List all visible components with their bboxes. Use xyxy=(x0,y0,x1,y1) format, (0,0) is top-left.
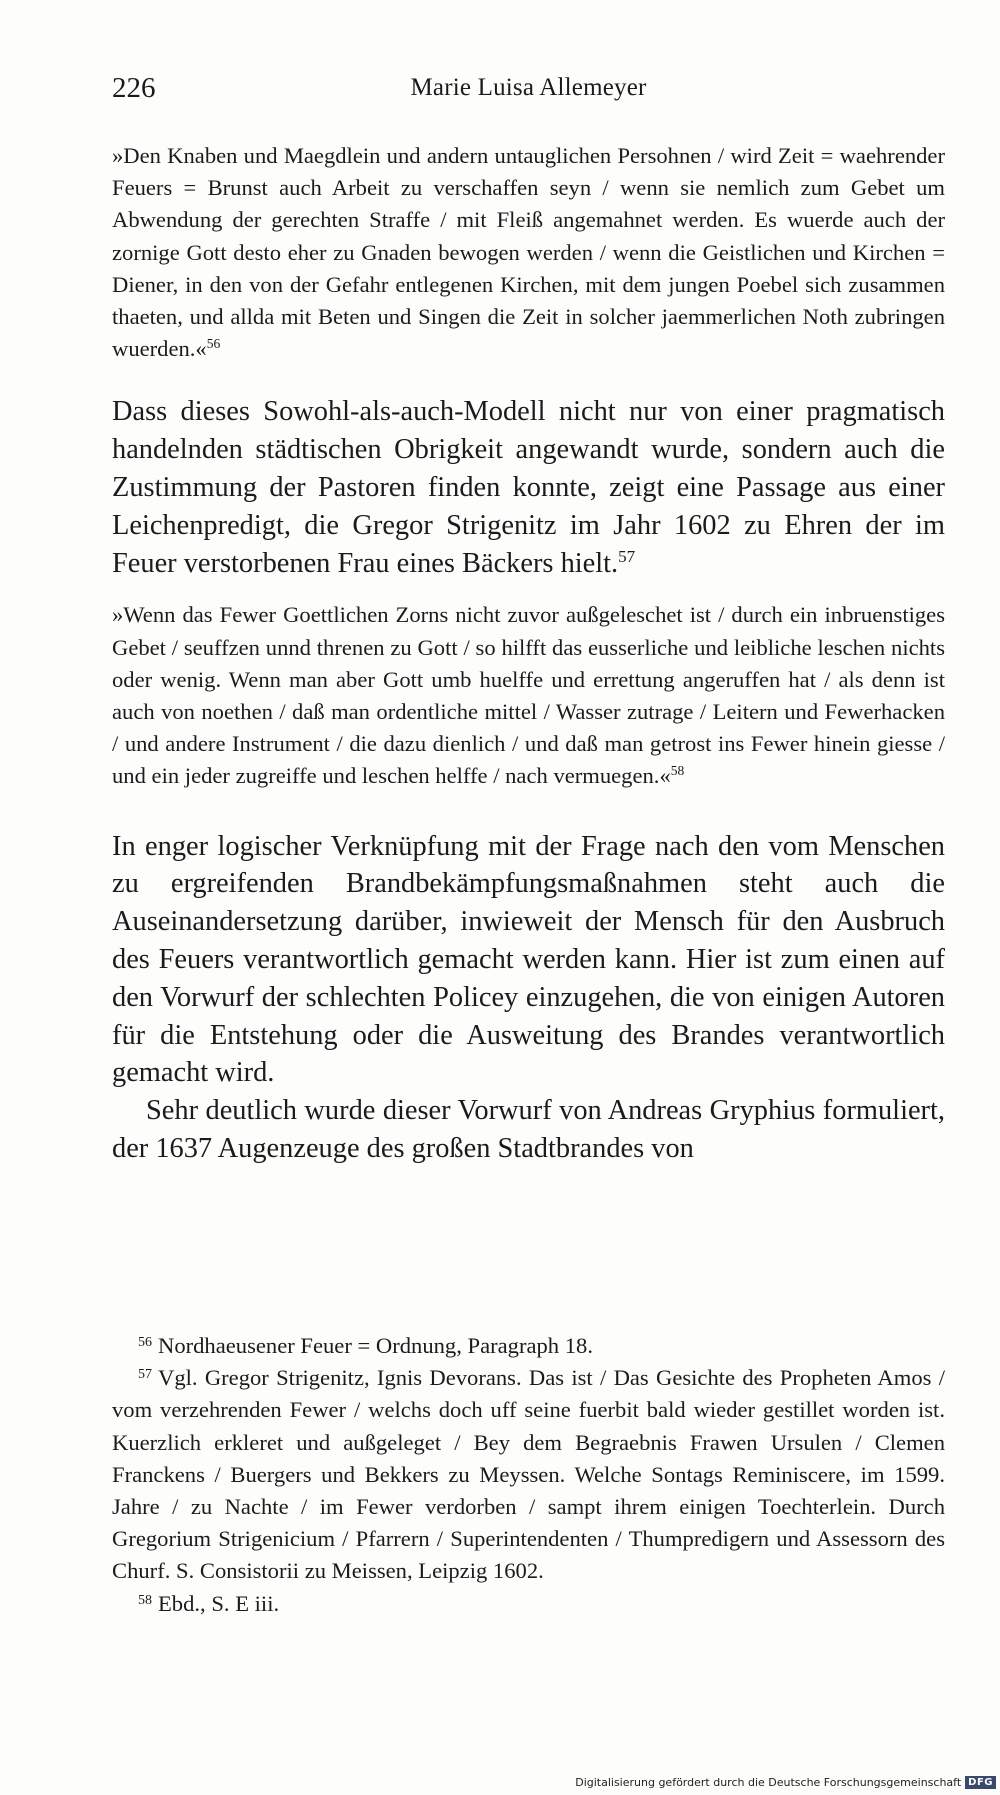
footnote-number: 57 xyxy=(138,1367,152,1383)
footnotes xyxy=(112,1330,945,1620)
block-quote-1 xyxy=(112,140,945,365)
footnote-text: Vgl. Gregor Strigenitz, Ignis Devorans. Das ist / Das Gesichte des Propheten Amos / vom verzehrenden Fewer / welchs doch uff seine fuerbit bald wieder gestillet worden ist. Kuerzlich erkleret und außgeleget / Bey dem Begraebnis Frawen Ursulen / Clemen Franckens / Buergers und Bekkers zu Meyssen. Welche Sontags Reminiscere, im 1599. Jahre / zu Nachte / im Fewer verdorben / sampt ihrem einigen Toechterlein. Durch Gregorium Strigenicium / Pfarrern / Superintendenten / Thumpredigern und Assessorn des Churf. S. Consistorii zu Meissen, Leipzig 1602. xyxy=(112,1365,945,1584)
page-header xyxy=(112,72,945,112)
footnote-number: 58 xyxy=(138,1592,152,1608)
running-head: Marie Luisa Allemeyer xyxy=(410,74,647,101)
block-quote-2 xyxy=(112,599,945,792)
paragraph-2: In enger logischer Verknüpfung mit der Frage nach den vom Menschen zu ergreifenden Brandbekämpfungsmaßnahmen steht auch die Auseinandersetzung darüber, inwieweit der Mensch für den Ausbruch des Feuers verantwortlich gemacht werden kann. Hier ist zum einen auf den Vorwurf der schlechten Policey einzugehen, die von einigen Autoren für die Entstehung oder die Ausweitung des Brandes verantwortlich gemacht wird. xyxy=(112,830,945,1089)
footnote-57 xyxy=(112,1362,945,1587)
footnote-ref-56[interactable]: 56 xyxy=(206,336,221,352)
digitization-credit xyxy=(575,1773,996,1791)
footnote-text: Ebd., S. E iii. xyxy=(158,1590,280,1616)
footnote-text: Nordhaeusener Feuer = Ordnung, Paragraph 18. xyxy=(158,1333,593,1358)
paragraph-3: Sehr deutlich wurde dieser Vorwurf von Andreas Gryphius formuliert, der 1637 Augenzeuge des großen Stadtbrandes von xyxy=(112,1095,945,1164)
footnote-number: 56 xyxy=(138,1335,152,1350)
dfg-logo: DFG xyxy=(965,1776,996,1789)
paragraph-1 xyxy=(112,393,945,582)
footnote-ref-57[interactable]: 57 xyxy=(618,546,636,566)
block-quote-2-text: »Wenn das Fewer Goettlichen Zorns nicht zuvor außgeleschet ist / durch ein inbruenstiges Gebet / seuffzen unnd threnen zu Gott / so hilfft das eusserliche und leibliche leschen nichts oder wenig. Wenn man aber Gott umb huelffe und errettung angeruffen hat / als denn ist auch von noethen / daß man ordentliche mittel / Wasser zutrage / Leitern und Fewerhacken / und andere Instrument / die dazu dienlich / und daß man getrost ins Fewer hinein giesse / und ein jeder zugreiffe und leschen helffe / nach vermuegen.« xyxy=(112,602,945,789)
footnote-56 xyxy=(112,1330,945,1362)
main-text xyxy=(112,140,945,1168)
credit-text: Digitalisierung gefördert durch die Deutsche Forschungsgemeinschaft xyxy=(575,1775,962,1789)
page-number: 226 xyxy=(112,72,156,104)
footnote-ref-58[interactable]: 58 xyxy=(670,763,685,779)
block-quote-1-text: »Den Knaben und Maegdlein und andern untauglichen Persohnen / wird Zeit = waehrender Feuers = Brunst auch Arbeit zu verschaffen seyn / wenn sie nemlich zum Gebet um Abwendung der gerechten Straffe / mit Fleiß angemahnet werden. Es wuerde auch der zornige Gott desto eher zu Gnaden bewogen werden / wenn die Geistlichen und Kirchen = Diener, in den von der Gefahr entlegenen Kirchen, mit dem jungen Poebel sich zusammen thaeten, und allda mit Beten und Singen die Zeit in solcher jaemmerlichen Noth zubringen wuerden.« xyxy=(112,143,945,362)
paragraph-1-text: Dass dieses Sowohl-als-auch-Modell nicht nur von einer pragmatisch handelnden städtischen Obrigkeit angewandt wurde, sondern auch die Zustimmung der Pastoren finden konnte, zeigt eine Passage aus einer Leichenpredigt, die Gregor Strigenitz im Jahr 1602 zu Ehren der im Feuer verstorbenen Frau eines Bäckers hielt. xyxy=(112,396,945,579)
footnote-58 xyxy=(112,1588,945,1620)
